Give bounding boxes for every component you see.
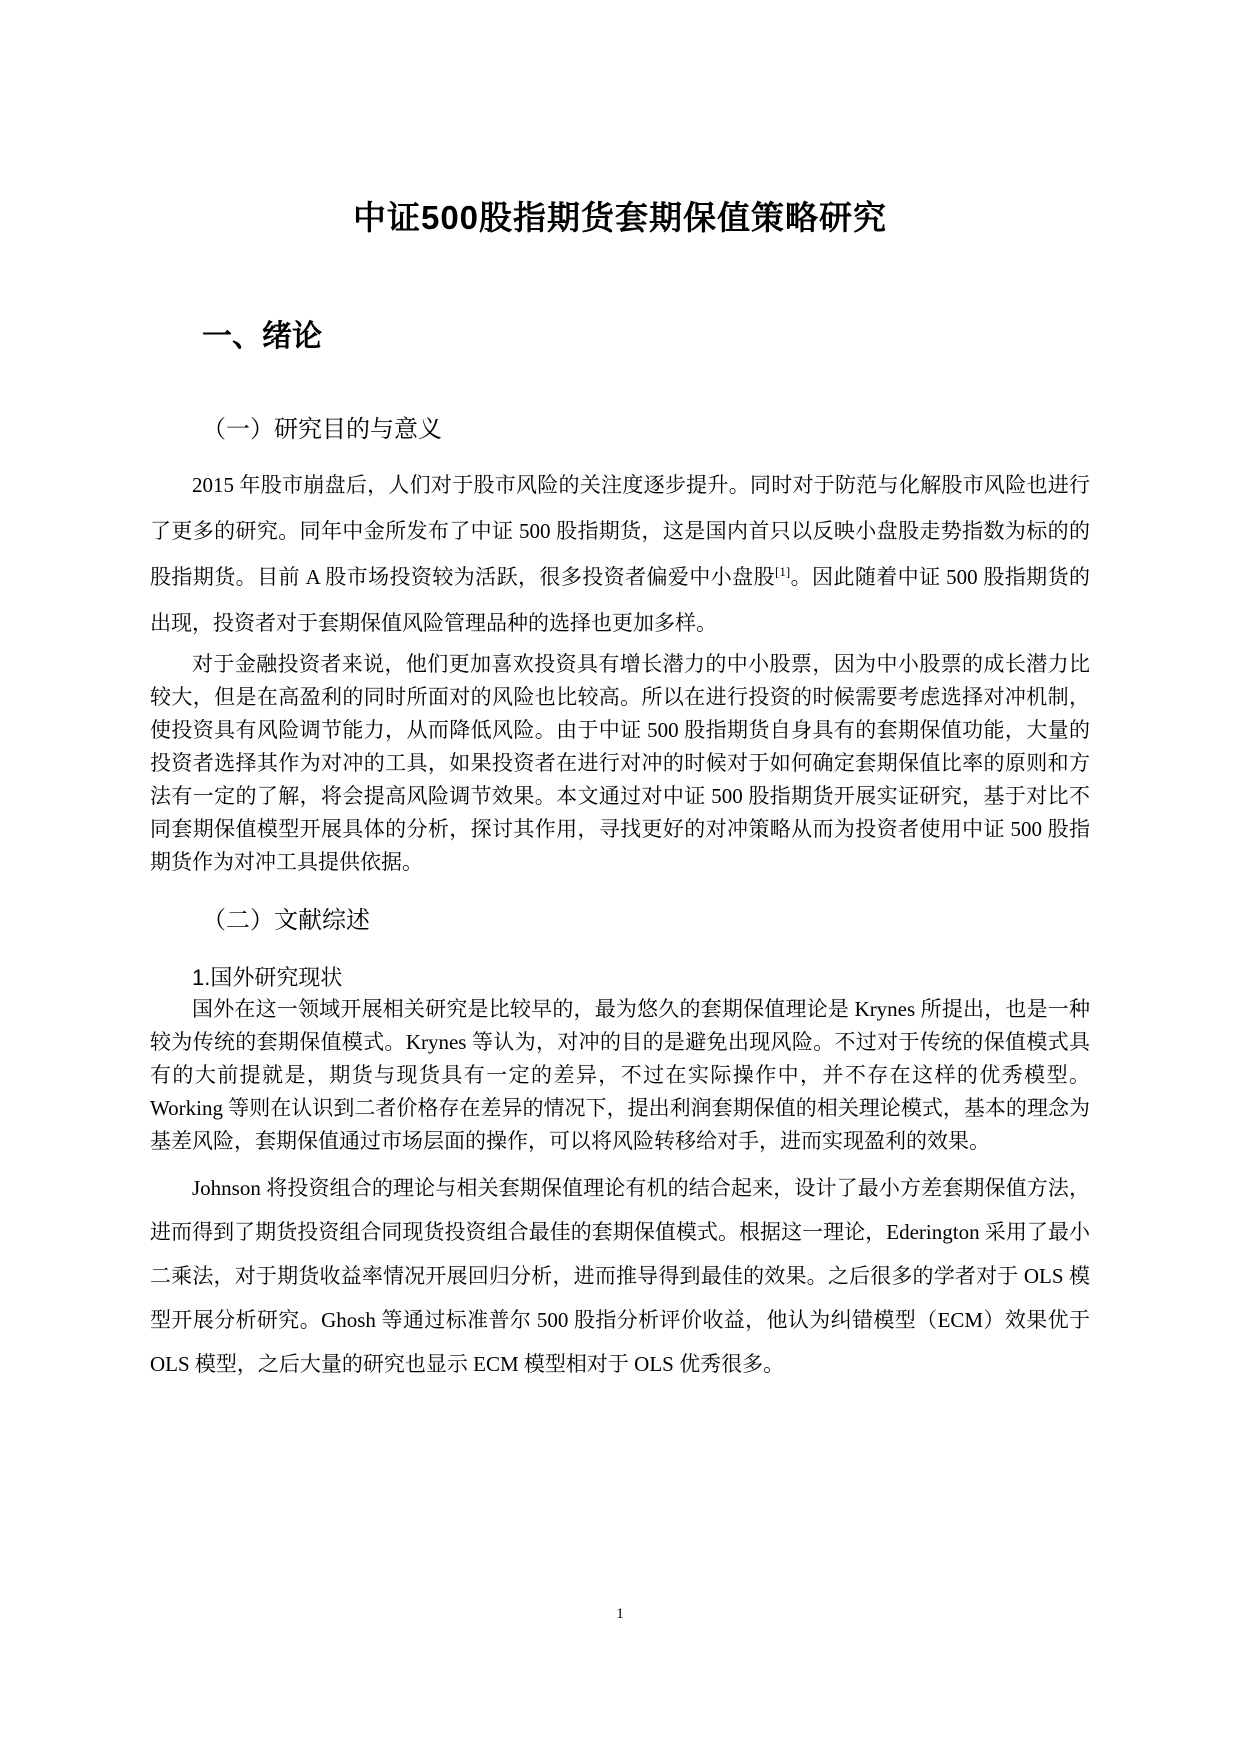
section-heading-introduction: 一、绪论 <box>202 320 322 353</box>
subsection-heading-literature-review: （二）文献综述 <box>202 907 370 934</box>
paragraph-research-background <box>150 462 1090 646</box>
page-number: 1 <box>616 1606 624 1622</box>
document-title: 中证500股指期货套期保值策略研究 <box>352 199 888 236</box>
paragraph-investor-motivation: 对于金融投资者来说，他们更加喜欢投资具有增长潜力的中小股票，因为中小股票的成长潜力比较大，但是在高盈利的同时所面对的风险也比较高。所以在进行投资的时候需要考虑选择对冲机制，使投资具有风险调节能力，从而降低风险。由于中证 500 股指期货自身具有的套期保值功能，大量的投资者选择其作为对冲的工具，如果投资者在进行对冲的时候对于如何确定套期保值比率的原则和方法有一定的了解，将会提高风险调节效果。本文通过对中证 500 股指期货开展实证研究，基于对比不同套期保值模型开展具体的分析，探讨其作用，寻找更好的对冲策略从而为投资者使用中证 500 股指期货作为对冲工具提供依据。 <box>150 652 1090 874</box>
subsubsection-heading-foreign-research: 1.国外研究现状 <box>192 965 343 990</box>
paragraph-foreign-research-early: 国外在这一领域开展相关研究是比较早的，最为悠久的套期保值理论是 Krynes 所提出，也是一种较为传统的套期保值模式。Krynes 等认为，对冲的目的是避免出现风险。不过对于传统的保值模式具有的大前提就是，期货与现货具有一定的差异，不过在实际操作中，并不存在这样的优秀模型。Working 等则在认识到二者价格存在差异的情况下，提出利润套期保值的相关理论模式，基本的理念为基差风险，套期保值通过市场层面的操作，可以将风险转移给对手，进而实现盈利的效果。 <box>150 997 1090 1153</box>
footnote-reference-1: [1] <box>775 564 791 579</box>
paragraph-text: 2015 年股市崩盘后，人们对于股市风险的关注度逐步提升。同时对于防范与化解股市风险也进行了更多的研究。同年中金所发布了中证 500 股指期货，这是国内首只以反映小盘股走势指数为标的的股指期货。目前 A 股市场投资较为活跃，很多投资者偏爱中小盘股 <box>150 473 1090 589</box>
subsection-heading-research-purpose: （一）研究目的与意义 <box>202 416 442 443</box>
paragraph-johnson-ols-ecm: Johnson 将投资组合的理论与相关套期保值理论有机的结合起来，设计了最小方差套期保值方法，进而得到了期货投资组合同现货投资组合最佳的套期保值模式。根据这一理论，Ederington 采用了最小二乘法，对于期货收益率情况开展回归分析，进而推导得到最佳的效果。之后很多的学者对于 OLS 模型开展分析研究。Ghosh 等通过标准普尔 500 股指分析评价收益，他认为纠错模型（ECM）效果优于 OLS 模型，之后大量的研究也显示 ECM 模型相对于 OLS 优秀很多。 <box>150 1176 1090 1376</box>
paragraph-text: 。因此随着中证 500 股指期货的出现，投资者对于套期保值风险管理品种的选择也更加多样。 <box>150 565 1090 635</box>
